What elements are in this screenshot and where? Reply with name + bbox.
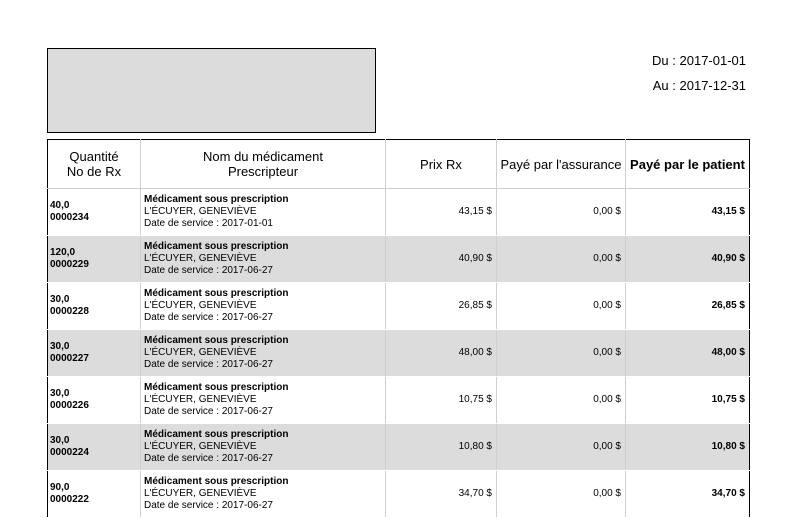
rx-number: 0000222 — [50, 494, 89, 505]
quantity: 40,0 — [50, 200, 70, 211]
table-row — [48, 471, 750, 518]
patient-cell: 10,80 $ — [626, 424, 750, 471]
header-drug-prescriber — [141, 140, 386, 189]
table-header-row — [48, 140, 750, 189]
price-cell: 10,75 $ — [386, 377, 497, 424]
drug-name: Médicament sous prescription — [144, 335, 289, 346]
table-row — [48, 283, 750, 330]
patient-cell: 34,70 $ — [626, 471, 750, 518]
service-date: Date de service : 2017-06-27 — [144, 265, 273, 276]
qty-rx-cell — [48, 424, 141, 471]
period-start: Du : 2017-01-01 — [652, 53, 746, 68]
price-cell: 43,15 $ — [386, 189, 497, 236]
drug-cell — [141, 424, 386, 471]
drug-name: Médicament sous prescription — [144, 476, 289, 487]
drug-name: Médicament sous prescription — [144, 429, 289, 440]
service-date: Date de service : 2017-06-27 — [144, 406, 273, 417]
patient-cell: 40,90 $ — [626, 236, 750, 283]
header-quantity: Quantité — [69, 149, 119, 164]
insurance-cell: 0,00 $ — [497, 236, 626, 283]
table-row — [48, 377, 750, 424]
header-drug-name: Nom du médicament — [203, 149, 323, 164]
rx-number: 0000227 — [50, 353, 89, 364]
rx-number: 0000234 — [50, 212, 89, 223]
service-date: Date de service : 2017-06-27 — [144, 359, 273, 370]
drug-name: Médicament sous prescription — [144, 241, 289, 252]
quantity: 30,0 — [50, 341, 70, 352]
insurance-cell: 0,00 $ — [497, 471, 626, 518]
drug-cell — [141, 236, 386, 283]
prescription-table — [47, 139, 750, 518]
prescriber-name: L'ÉCUYER, GENEVIÈVE — [144, 300, 257, 311]
drug-cell — [141, 377, 386, 424]
drug-cell — [141, 471, 386, 518]
header-insurance: Payé par l'assurance — [497, 140, 626, 189]
insurance-cell: 0,00 $ — [497, 330, 626, 377]
rx-number: 0000226 — [50, 400, 89, 411]
price-cell: 10,80 $ — [386, 424, 497, 471]
quantity: 120,0 — [50, 247, 76, 258]
service-date: Date de service : 2017-06-27 — [144, 453, 273, 464]
drug-name: Médicament sous prescription — [144, 288, 289, 299]
prescriber-name: L'ÉCUYER, GENEVIÈVE — [144, 394, 257, 405]
insurance-cell: 0,00 $ — [497, 424, 626, 471]
price-cell: 34,70 $ — [386, 471, 497, 518]
header-prescriber: Prescripteur — [227, 164, 299, 179]
drug-cell — [141, 189, 386, 236]
patient-cell: 43,15 $ — [626, 189, 750, 236]
table-row — [48, 236, 750, 283]
insurance-cell: 0,00 $ — [497, 377, 626, 424]
table-body — [48, 189, 750, 518]
qty-rx-cell — [48, 189, 141, 236]
patient-cell: 10,75 $ — [626, 377, 750, 424]
qty-rx-cell — [48, 283, 141, 330]
price-cell: 40,90 $ — [386, 236, 497, 283]
quantity: 30,0 — [50, 388, 70, 399]
rx-number: 0000224 — [50, 447, 89, 458]
qty-rx-cell — [48, 330, 141, 377]
service-date: Date de service : 2017-06-27 — [144, 500, 273, 511]
header-rx-no: No de Rx — [66, 164, 122, 179]
table-row — [48, 189, 750, 236]
drug-name: Médicament sous prescription — [144, 382, 289, 393]
drug-name: Médicament sous prescription — [144, 194, 289, 205]
prescriber-name: L'ÉCUYER, GENEVIÈVE — [144, 206, 257, 217]
table-row — [48, 330, 750, 377]
qty-rx-cell — [48, 377, 141, 424]
insurance-cell: 0,00 $ — [497, 283, 626, 330]
header-quantity-rx — [48, 140, 141, 189]
drug-cell — [141, 330, 386, 377]
qty-rx-cell — [48, 236, 141, 283]
service-date: Date de service : 2017-01-01 — [144, 218, 273, 229]
patient-cell: 48,00 $ — [626, 330, 750, 377]
prescriber-name: L'ÉCUYER, GENEVIÈVE — [144, 347, 257, 358]
service-date: Date de service : 2017-06-27 — [144, 312, 273, 323]
insurance-cell: 0,00 $ — [497, 189, 626, 236]
table-row — [48, 424, 750, 471]
price-cell: 48,00 $ — [386, 330, 497, 377]
quantity: 90,0 — [50, 482, 70, 493]
period-end: Au : 2017-12-31 — [652, 78, 746, 93]
drug-cell — [141, 283, 386, 330]
patient-cell: 26,85 $ — [626, 283, 750, 330]
price-cell: 26,85 $ — [386, 283, 497, 330]
prescriber-name: L'ÉCUYER, GENEVIÈVE — [144, 441, 257, 452]
qty-rx-cell — [48, 471, 141, 518]
quantity: 30,0 — [50, 294, 70, 305]
redacted-address-box — [47, 48, 376, 133]
prescriber-name: L'ÉCUYER, GENEVIÈVE — [144, 253, 257, 264]
header-price: Prix Rx — [386, 140, 497, 189]
rx-number: 0000228 — [50, 306, 89, 317]
prescriber-name: L'ÉCUYER, GENEVIÈVE — [144, 488, 257, 499]
rx-number: 0000229 — [50, 259, 89, 270]
quantity: 30,0 — [50, 435, 70, 446]
header-patient: Payé par le patient — [626, 140, 750, 189]
